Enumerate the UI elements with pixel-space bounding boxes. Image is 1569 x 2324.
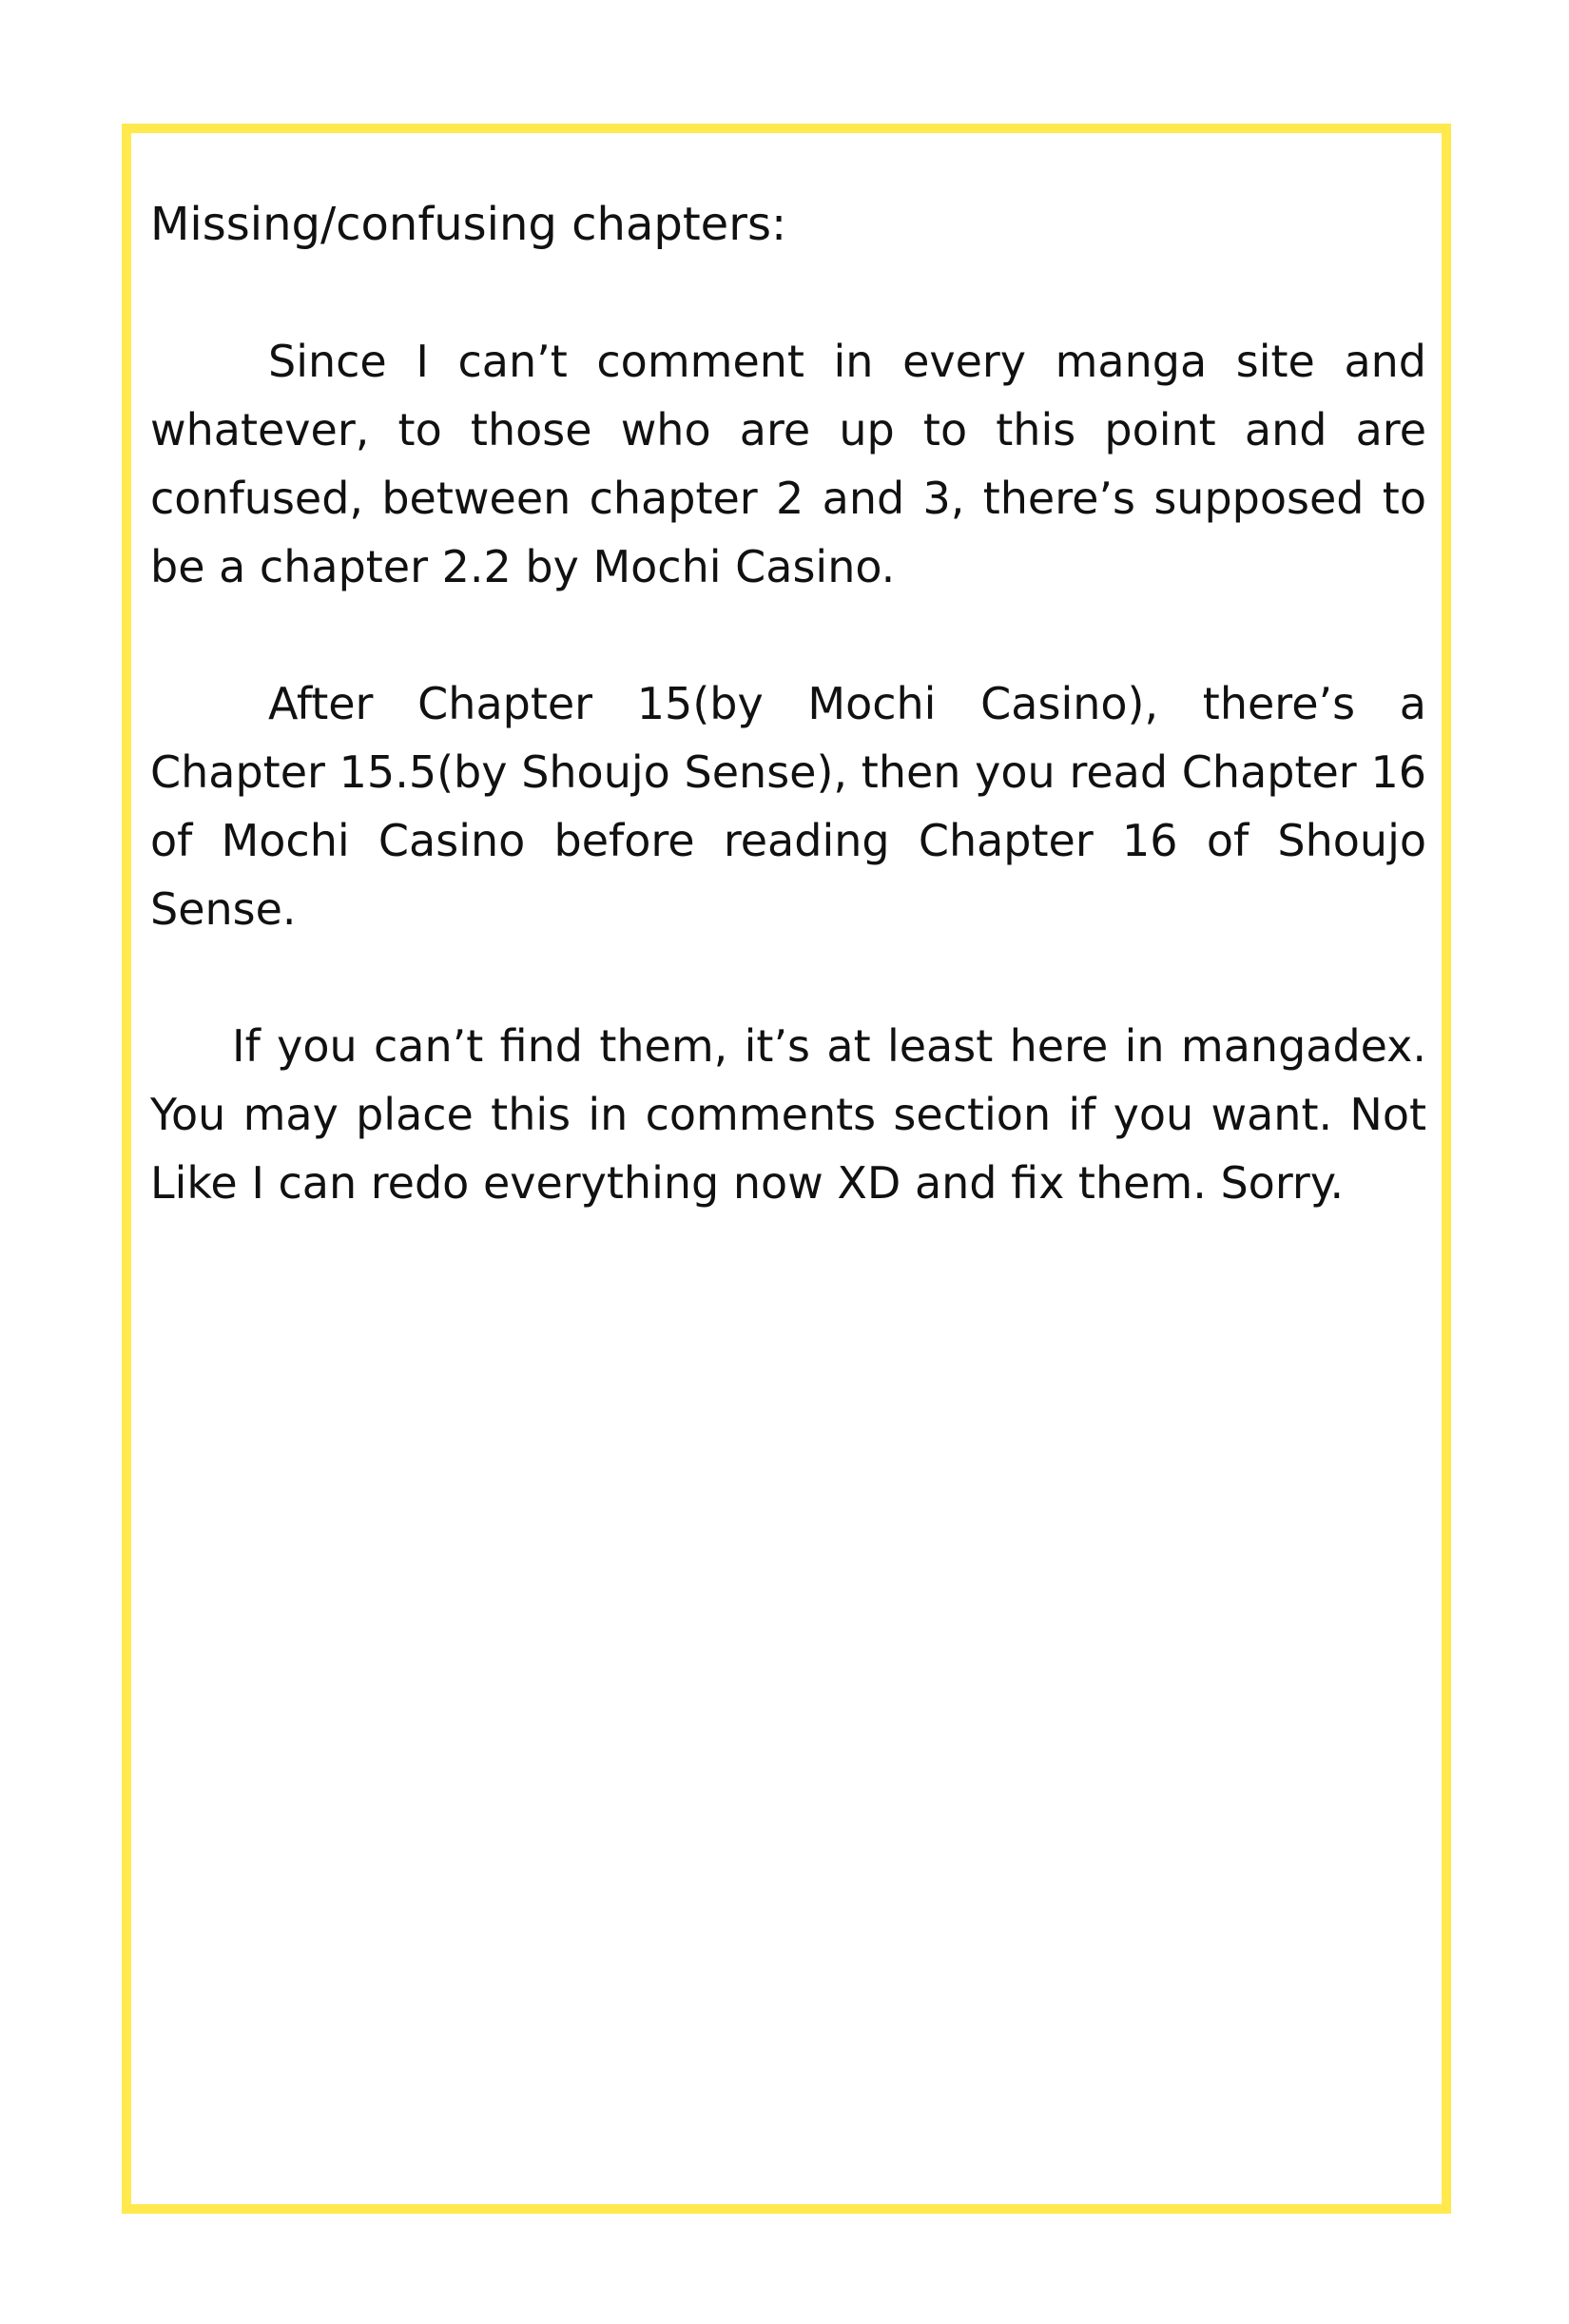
paragraph-apology: If you can’t find them, it’s at least here in mangadex. You may place this in comments section if you want. Not Like I can redo everything now XD and fix them. Sorry.	[150, 1020, 1426, 1209]
paragraph-missing-chapter: Since I can’t comment in every manga site and whatever, to those who are up to this point and are confused, between chapter 2 and 3, there’s supposed to be a chapter 2.2 by Mochi Casino.	[150, 336, 1426, 592]
note-body	[150, 190, 1426, 1286]
paragraph-chapter-order: After Chapter 15(by Mochi Casino), there’s a Chapter 15.5(by Shoujo Sense), then you read Chapter 16 of Mochi Casino before reading Chapter 16 of Shoujo Sense.	[150, 678, 1426, 935]
note-heading: Missing/confusing chapters:	[150, 198, 787, 251]
